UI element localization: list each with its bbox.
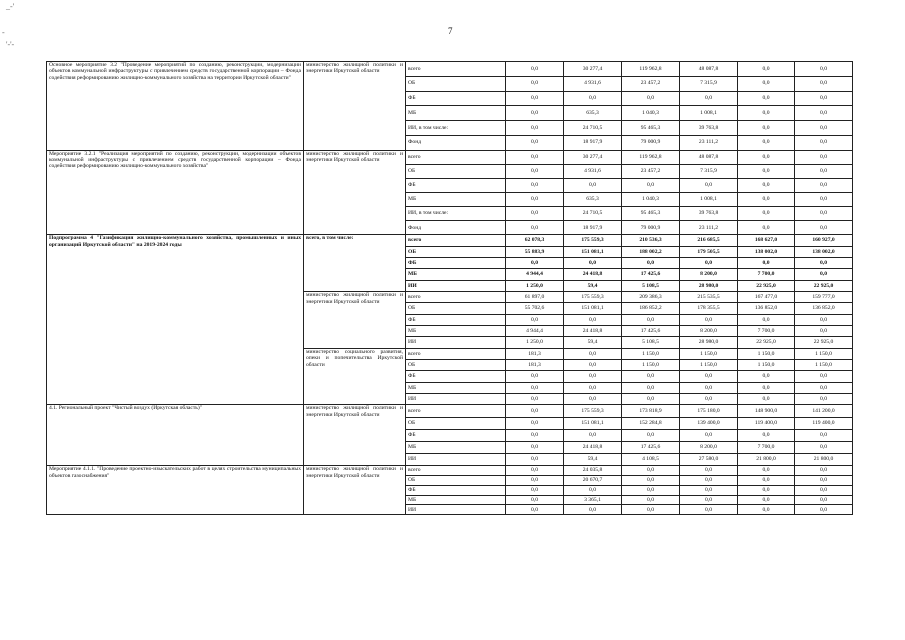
amount-cell: 0,0: [564, 348, 622, 359]
amount-cell: 59,4: [564, 337, 622, 348]
amount-cell: 27 580,0: [680, 454, 738, 466]
amount-cell: 0,0: [506, 429, 564, 441]
amount-cell: 0,0: [564, 429, 622, 441]
amount-cell: 0,0: [738, 178, 795, 192]
amount-cell: 0,0: [680, 495, 738, 505]
amount-cell: 0,0: [506, 371, 564, 382]
amount-cell: 79 000,9: [622, 221, 680, 235]
amount-cell: 59,4: [564, 454, 622, 466]
amount-cell: 0,0: [506, 221, 564, 235]
amount-cell: 141 200,0: [795, 405, 853, 417]
amount-cell: 1 150,0: [738, 348, 795, 359]
amount-cell: 0,0: [738, 429, 795, 441]
amount-cell: 119 400,0: [795, 417, 853, 429]
amount-cell: 119 400,0: [738, 417, 795, 429]
activity-description: Подпрограмма 4 "Газификация жилищно-коммунального хозяйства, промышленных и иных организаций Иркутской области" на 2019-2024 годы: [47, 235, 304, 405]
amount-cell: 18 917,9: [564, 221, 622, 235]
amount-cell: 24 418,8: [564, 269, 622, 280]
responsible-executor: министерство жилищной политики и энергетики Иркутской области: [304, 405, 406, 466]
amount-cell: 139 400,0: [680, 417, 738, 429]
table-row: [47, 62, 853, 77]
amount-cell: 0,0: [622, 178, 680, 192]
amount-cell: 1 150,0: [622, 360, 680, 371]
amount-cell: 173 818,9: [622, 405, 680, 417]
funding-source: МБ: [406, 495, 506, 505]
amount-cell: 0,0: [506, 394, 564, 405]
funding-source: ОБ: [406, 303, 506, 314]
amount-cell: 22 925,0: [738, 280, 795, 291]
amount-cell: 0,0: [622, 258, 680, 269]
amount-cell: 0,0: [564, 91, 622, 106]
funding-source: МБ: [406, 441, 506, 453]
funding-source: МБ: [406, 382, 506, 393]
amount-cell: 0,0: [680, 314, 738, 325]
amount-cell: 1 250,0: [506, 280, 564, 291]
amount-cell: 0,0: [622, 382, 680, 393]
amount-cell: 0,0: [622, 371, 680, 382]
funding-source: ФБ: [406, 314, 506, 325]
amount-cell: 0,0: [795, 394, 853, 405]
amount-cell: 1 008,1: [680, 106, 738, 121]
amount-cell: 0,0: [795, 466, 853, 476]
amount-cell: 28 980,0: [680, 280, 738, 291]
amount-cell: 0,0: [506, 135, 564, 150]
amount-cell: 0,0: [506, 417, 564, 429]
amount-cell: 48 087,8: [680, 150, 738, 164]
funding-source: МБ: [406, 269, 506, 280]
amount-cell: 178 355,5: [680, 303, 738, 314]
amount-cell: 0,0: [795, 505, 853, 515]
amount-cell: 0,0: [564, 178, 622, 192]
amount-cell: 0,0: [795, 76, 853, 91]
amount-cell: 5 108,5: [622, 337, 680, 348]
amount-cell: 17 425,6: [622, 269, 680, 280]
amount-cell: 23 457,2: [622, 164, 680, 178]
funding-source: ИИ: [406, 337, 506, 348]
amount-cell: 17 425,6: [622, 441, 680, 453]
budget-table: [46, 61, 853, 515]
amount-cell: 7 315,9: [680, 164, 738, 178]
amount-cell: 119 962,8: [622, 62, 680, 77]
amount-cell: 7 315,9: [680, 76, 738, 91]
amount-cell: 0,0: [506, 405, 564, 417]
amount-cell: 0,0: [564, 360, 622, 371]
amount-cell: 0,0: [506, 192, 564, 206]
amount-cell: 0,0: [564, 485, 622, 495]
funding-source: всего: [406, 405, 506, 417]
amount-cell: 0,0: [738, 485, 795, 495]
table-row: [47, 150, 853, 164]
amount-cell: 23 111,2: [680, 221, 738, 235]
funding-source: ОБ: [406, 246, 506, 257]
amount-cell: 1 150,0: [680, 360, 738, 371]
scan-mark-top-left: _-': [6, 2, 15, 11]
amount-cell: 7 700,0: [738, 326, 795, 337]
amount-cell: 0,0: [795, 495, 853, 505]
amount-cell: 28 980,0: [680, 337, 738, 348]
amount-cell: 0,0: [680, 258, 738, 269]
amount-cell: 0,0: [738, 221, 795, 235]
amount-cell: 0,0: [506, 164, 564, 178]
amount-cell: 0,0: [680, 505, 738, 515]
amount-cell: 0,0: [795, 441, 853, 453]
amount-cell: 17 425,6: [622, 326, 680, 337]
amount-cell: 119 962,8: [622, 150, 680, 164]
amount-cell: 215 535,5: [680, 292, 738, 303]
amount-cell: 0,0: [738, 62, 795, 77]
amount-cell: 0,0: [738, 314, 795, 325]
funding-source: ИИ: [406, 505, 506, 515]
budget-table-body: [47, 62, 853, 515]
amount-cell: 0,0: [738, 192, 795, 206]
amount-cell: 0,0: [795, 106, 853, 121]
amount-cell: 0,0: [738, 76, 795, 91]
amount-cell: 138 002,0: [738, 246, 795, 257]
amount-cell: 4 931,6: [564, 164, 622, 178]
amount-cell: 181,3: [506, 360, 564, 371]
amount-cell: 0,0: [795, 382, 853, 393]
amount-cell: 8 200,0: [680, 269, 738, 280]
amount-cell: 0,0: [564, 382, 622, 393]
amount-cell: 210 536,3: [622, 235, 680, 246]
amount-cell: 0,0: [506, 505, 564, 515]
amount-cell: 0,0: [738, 91, 795, 106]
amount-cell: 635,3: [564, 192, 622, 206]
amount-cell: 22 925,0: [795, 280, 853, 291]
amount-cell: 1 150,0: [795, 360, 853, 371]
amount-cell: 21 800,0: [738, 454, 795, 466]
funding-source: ИИ: [406, 394, 506, 405]
amount-cell: 30 277,4: [564, 62, 622, 77]
amount-cell: 159 777,0: [795, 292, 853, 303]
amount-cell: 0,0: [795, 314, 853, 325]
amount-cell: 4 931,6: [564, 76, 622, 91]
amount-cell: 0,0: [795, 371, 853, 382]
amount-cell: 0,0: [738, 150, 795, 164]
amount-cell: 23 111,2: [680, 135, 738, 150]
funding-source: всего: [406, 235, 506, 246]
amount-cell: 0,0: [680, 394, 738, 405]
amount-cell: 0,0: [506, 466, 564, 476]
amount-cell: 0,0: [506, 62, 564, 77]
responsible-executor: министерство жилищной политики и энергетики Иркутской области: [304, 292, 406, 349]
amount-cell: 186 852,2: [622, 303, 680, 314]
scan-mark-left-a: -: [2, 28, 5, 37]
amount-cell: 24 710,5: [564, 121, 622, 136]
amount-cell: 0,0: [795, 91, 853, 106]
amount-cell: 0,0: [680, 382, 738, 393]
amount-cell: 216 685,5: [680, 235, 738, 246]
amount-cell: 0,0: [506, 495, 564, 505]
amount-cell: 1 040,3: [622, 192, 680, 206]
amount-cell: 148 900,0: [738, 405, 795, 417]
funding-source: ИИ: [406, 454, 506, 466]
amount-cell: 3 365,1: [564, 495, 622, 505]
amount-cell: 175 559,3: [564, 292, 622, 303]
responsible-executor: всего, в том числе:: [304, 235, 406, 292]
table-row: [47, 466, 853, 476]
amount-cell: 39 763,8: [680, 121, 738, 136]
amount-cell: 0,0: [738, 382, 795, 393]
amount-cell: 0,0: [506, 106, 564, 121]
amount-cell: 95 465,3: [622, 121, 680, 136]
responsible-executor: министерство жилищной политики и энергетики Иркутской области: [304, 150, 406, 235]
amount-cell: 209 386,3: [622, 292, 680, 303]
funding-source: всего: [406, 150, 506, 164]
amount-cell: 0,0: [795, 178, 853, 192]
amount-cell: 0,0: [506, 178, 564, 192]
amount-cell: 175 180,0: [680, 405, 738, 417]
activity-description: Мероприятие 4.1.1. "Проведение проектно-изыскательских работ в целях строительства муниципальных объектов газоснабжения": [47, 466, 304, 515]
amount-cell: 18 917,9: [564, 135, 622, 150]
amount-cell: 0,0: [680, 429, 738, 441]
amount-cell: 1 250,0: [506, 337, 564, 348]
amount-cell: 0,0: [622, 505, 680, 515]
table-row: [47, 405, 853, 417]
amount-cell: 0,0: [506, 314, 564, 325]
amount-cell: 167 477,0: [738, 292, 795, 303]
funding-source: ОБ: [406, 164, 506, 178]
amount-cell: 0,0: [622, 476, 680, 486]
amount-cell: 179 505,5: [680, 246, 738, 257]
amount-cell: 24 035,8: [564, 466, 622, 476]
funding-source: ФБ: [406, 371, 506, 382]
amount-cell: 1 040,3: [622, 106, 680, 121]
amount-cell: 0,0: [622, 314, 680, 325]
page-number: 7: [448, 26, 453, 36]
amount-cell: 188 002,2: [622, 246, 680, 257]
amount-cell: 0,0: [564, 394, 622, 405]
funding-source: всего: [406, 348, 506, 359]
amount-cell: 4 944,4: [506, 269, 564, 280]
amount-cell: 7 700,0: [738, 441, 795, 453]
amount-cell: 55 702,6: [506, 303, 564, 314]
amount-cell: 0,0: [680, 476, 738, 486]
amount-cell: 0,0: [680, 371, 738, 382]
amount-cell: 1 150,0: [738, 360, 795, 371]
amount-cell: 8 200,0: [680, 441, 738, 453]
amount-cell: 0,0: [506, 258, 564, 269]
amount-cell: 0,0: [738, 495, 795, 505]
amount-cell: 0,0: [622, 466, 680, 476]
amount-cell: 0,0: [738, 258, 795, 269]
amount-cell: 175 559,3: [564, 235, 622, 246]
amount-cell: 0,0: [738, 466, 795, 476]
amount-cell: 0,0: [680, 91, 738, 106]
responsible-executor: министерство социального развития, опеки и попечительства Иркутской области: [304, 348, 406, 405]
amount-cell: 24 418,8: [564, 326, 622, 337]
table-row: [47, 235, 853, 246]
amount-cell: 0,0: [795, 150, 853, 164]
funding-source: ОБ: [406, 360, 506, 371]
amount-cell: 0,0: [564, 258, 622, 269]
amount-cell: 136 852,0: [795, 303, 853, 314]
amount-cell: 1 150,0: [622, 348, 680, 359]
amount-cell: 175 559,3: [564, 405, 622, 417]
amount-cell: 0,0: [795, 326, 853, 337]
amount-cell: 1 008,1: [680, 192, 738, 206]
amount-cell: 22 925,0: [738, 337, 795, 348]
amount-cell: 0,0: [738, 371, 795, 382]
amount-cell: 1 150,0: [795, 348, 853, 359]
funding-source: ИИ, в том числе:: [406, 207, 506, 221]
amount-cell: 21 800,0: [795, 454, 853, 466]
amount-cell: 0,0: [506, 91, 564, 106]
amount-cell: 0,0: [738, 394, 795, 405]
amount-cell: 0,0: [680, 178, 738, 192]
funding-source: МБ: [406, 326, 506, 337]
amount-cell: 1 150,0: [680, 348, 738, 359]
amount-cell: 0,0: [564, 505, 622, 515]
amount-cell: 55 883,9: [506, 246, 564, 257]
funding-source: ОБ: [406, 476, 506, 486]
amount-cell: 95 465,3: [622, 207, 680, 221]
amount-cell: 138 002,0: [795, 246, 853, 257]
funding-source: всего: [406, 466, 506, 476]
amount-cell: 0,0: [795, 221, 853, 235]
amount-cell: 151 081,1: [564, 417, 622, 429]
amount-cell: 20 670,7: [564, 476, 622, 486]
amount-cell: 0,0: [506, 382, 564, 393]
amount-cell: 635,3: [564, 106, 622, 121]
amount-cell: 0,0: [622, 394, 680, 405]
funding-source: МБ: [406, 192, 506, 206]
amount-cell: 0,0: [680, 485, 738, 495]
funding-source: ФБ: [406, 429, 506, 441]
funding-source: всего: [406, 62, 506, 77]
amount-cell: 22 925,0: [795, 337, 853, 348]
activity-description: Мероприятие 3.2.1 "Реализация мероприятий по созданию, реконструкции, модернизации объектов коммунальной инфраструктуры с привлечением средств государственной корпорации – Фонда содействия реформированию жилищно-коммунального хозяйства": [47, 150, 304, 235]
scan-mark-left-b: '-'-: [6, 40, 15, 49]
amount-cell: 0,0: [506, 476, 564, 486]
amount-cell: 151 081,1: [564, 303, 622, 314]
amount-cell: 23 457,2: [622, 76, 680, 91]
amount-cell: 0,0: [506, 150, 564, 164]
amount-cell: 0,0: [622, 429, 680, 441]
amount-cell: 168 627,0: [738, 235, 795, 246]
funding-source: ОБ: [406, 76, 506, 91]
amount-cell: 0,0: [506, 76, 564, 91]
amount-cell: 4 108,5: [622, 454, 680, 466]
amount-cell: 0,0: [622, 91, 680, 106]
amount-cell: 79 000,9: [622, 135, 680, 150]
amount-cell: 136 852,0: [738, 303, 795, 314]
amount-cell: 0,0: [795, 121, 853, 136]
amount-cell: 0,0: [795, 269, 853, 280]
amount-cell: 0,0: [738, 135, 795, 150]
amount-cell: 0,0: [795, 429, 853, 441]
amount-cell: 151 081,1: [564, 246, 622, 257]
amount-cell: 0,0: [795, 192, 853, 206]
amount-cell: 0,0: [795, 135, 853, 150]
amount-cell: 61 897,0: [506, 292, 564, 303]
funding-source: Фонд: [406, 135, 506, 150]
amount-cell: 0,0: [795, 207, 853, 221]
amount-cell: 0,0: [738, 505, 795, 515]
amount-cell: 0,0: [738, 476, 795, 486]
amount-cell: 0,0: [506, 441, 564, 453]
amount-cell: 0,0: [622, 495, 680, 505]
funding-source: ОБ: [406, 417, 506, 429]
amount-cell: 0,0: [795, 476, 853, 486]
amount-cell: 0,0: [506, 121, 564, 136]
amount-cell: 0,0: [795, 258, 853, 269]
amount-cell: 0,0: [622, 485, 680, 495]
amount-cell: 160 927,0: [795, 235, 853, 246]
funding-source: МБ: [406, 106, 506, 121]
amount-cell: 0,0: [506, 454, 564, 466]
amount-cell: 5 108,5: [622, 280, 680, 291]
amount-cell: 0,0: [795, 485, 853, 495]
funding-source: всего: [406, 292, 506, 303]
amount-cell: 30 277,4: [564, 150, 622, 164]
activity-description: Основное мероприятие 3.2 "Проведение мероприятий по созданию, реконструкции, модернизации объектов коммунальной инфраструктуры с привлечением средств государственной корпорации – Фонда содействия реформированию жилищно-коммунального хозяйства на территории Иркутской области": [47, 62, 304, 151]
amount-cell: 59,4: [564, 280, 622, 291]
responsible-executor: министерство жилищной политики и энергетики Иркутской области: [304, 466, 406, 515]
responsible-executor: министерство жилищной политики и энергетики Иркутской области: [304, 62, 406, 151]
funding-source: ФБ: [406, 258, 506, 269]
amount-cell: 0,0: [795, 62, 853, 77]
amount-cell: 62 078,3: [506, 235, 564, 246]
amount-cell: 0,0: [564, 314, 622, 325]
amount-cell: 0,0: [738, 207, 795, 221]
amount-cell: 8 200,0: [680, 326, 738, 337]
funding-source: ФБ: [406, 485, 506, 495]
amount-cell: 0,0: [506, 485, 564, 495]
amount-cell: 0,0: [506, 207, 564, 221]
amount-cell: 7 700,0: [738, 269, 795, 280]
amount-cell: 0,0: [738, 106, 795, 121]
amount-cell: 24 418,8: [564, 441, 622, 453]
funding-source: ФБ: [406, 178, 506, 192]
amount-cell: 48 087,8: [680, 62, 738, 77]
funding-source: ИИ, в том числе:: [406, 121, 506, 136]
amount-cell: 0,0: [795, 164, 853, 178]
amount-cell: 24 710,5: [564, 207, 622, 221]
amount-cell: 0,0: [738, 164, 795, 178]
amount-cell: 0,0: [738, 121, 795, 136]
amount-cell: 0,0: [564, 371, 622, 382]
amount-cell: 4 944,4: [506, 326, 564, 337]
amount-cell: 152 284,8: [622, 417, 680, 429]
funding-source: ФБ: [406, 91, 506, 106]
funding-source: Фонд: [406, 221, 506, 235]
amount-cell: 0,0: [680, 466, 738, 476]
amount-cell: 39 763,8: [680, 207, 738, 221]
activity-description: 4.1. Региональный проект "Чистый воздух (Иркутская область)": [47, 405, 304, 466]
amount-cell: 181,3: [506, 348, 564, 359]
funding-source: ИИ: [406, 280, 506, 291]
